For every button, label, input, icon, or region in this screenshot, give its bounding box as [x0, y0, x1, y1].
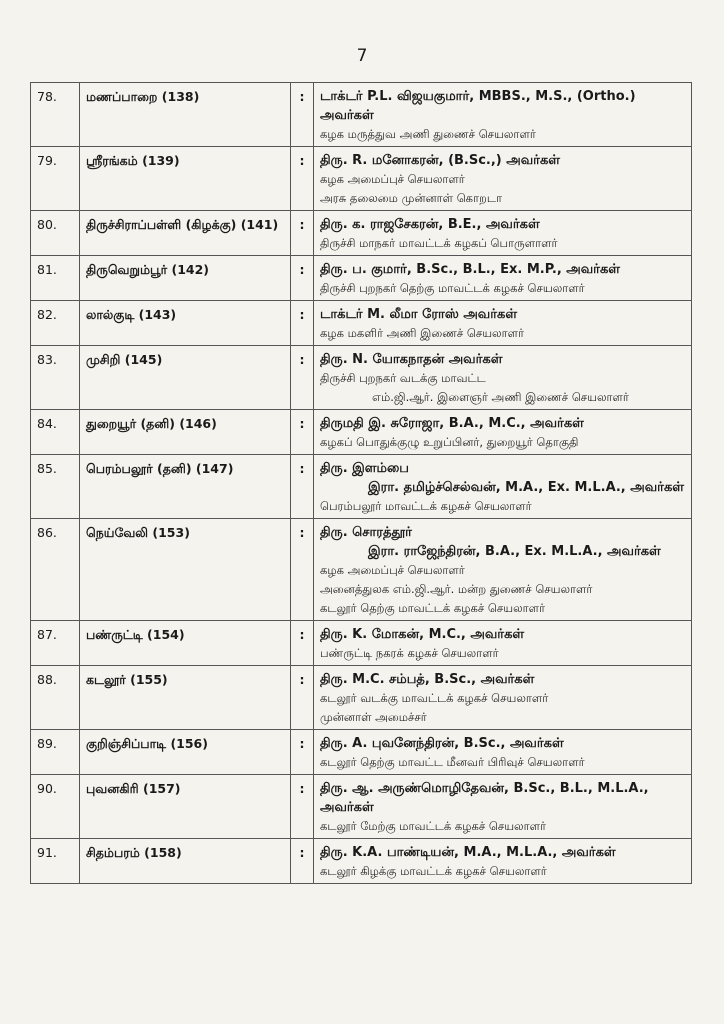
party-position: கடலூர் கிழக்கு மாவட்டக் கழகச் செயலாளர் [320, 864, 547, 878]
candidate-name: திருமதி இ. சுரோஜா, B.A., M.C., அவர்கள் [320, 416, 584, 431]
party-position: கழக அமைப்புச் செயலாளர் [320, 172, 465, 186]
separator-colon: : [291, 666, 314, 730]
constituency-name: லால்குடி (143) [80, 301, 291, 346]
constituency-name: ஸ்ரீரங்கம் (139) [80, 147, 291, 211]
separator-colon: : [291, 410, 314, 455]
table-row [31, 410, 692, 455]
serial-number: 87. [31, 621, 80, 666]
table-row [31, 775, 692, 839]
serial-number: 79. [31, 147, 80, 211]
separator-colon: : [291, 301, 314, 346]
candidate-name: திரு. இளம்பை [320, 461, 409, 476]
candidate-details [314, 410, 692, 455]
page-number: 7 [356, 46, 368, 66]
candidate-name: திரு. K.A. பாண்டியன், M.A., M.L.A., அவர்கள் [320, 845, 616, 860]
constituency-name: திருச்சிராப்பள்ளி (கிழக்கு) (141) [80, 211, 291, 256]
candidate-name: திரு. சொரத்தூர் [320, 525, 412, 540]
serial-number: 83. [31, 346, 80, 410]
party-position: திருச்சி மாநகர் மாவட்டக் கழகப் பொருளாளர் [320, 236, 558, 250]
constituency-name: மணப்பாறை (138) [80, 83, 291, 147]
party-position: கழக மருத்துவ அணி துணைச் செயலாளர் [320, 127, 536, 141]
party-position: கடலூர் மேற்கு மாவட்டக் கழகச் செயலாளர் [320, 819, 546, 833]
separator-colon: : [291, 730, 314, 775]
constituency-name: முசிறி (145) [80, 346, 291, 410]
candidate-details [314, 301, 692, 346]
candidate-details [314, 83, 692, 147]
party-position: கழகப் பொதுக்குழு உறுப்பினர், துறையூர் தொகுதி [320, 435, 579, 449]
candidate-name: திரு. ப. குமார், B.Sc., B.L., Ex. M.P., அவர்கள் [320, 262, 621, 277]
separator-colon: : [291, 256, 314, 301]
party-position: கடலூர் தெற்கு மாவட்டக் கழகச் செயலாளர் [320, 601, 546, 615]
separator-colon: : [291, 621, 314, 666]
table-row [31, 839, 692, 884]
candidate-details [314, 346, 692, 410]
candidate-name-continued: இரா. ராஜேந்திரன், B.A., Ex. M.L.A., அவர்கள் [368, 544, 661, 559]
table-row [31, 666, 692, 730]
serial-number: 90. [31, 775, 80, 839]
candidate-name: டாக்டர் M. லீமா ரோஸ் அவர்கள் [320, 307, 518, 322]
candidate-details [314, 839, 692, 884]
party-position: கடலூர் வடக்கு மாவட்டக் கழகச் செயலாளர் [320, 691, 549, 705]
constituency-name: சிதம்பரம் (158) [80, 839, 291, 884]
constituency-name: கடலூர் (155) [80, 666, 291, 730]
constituency-name: புவனகிரி (157) [80, 775, 291, 839]
table-row [31, 211, 692, 256]
party-position: பண்ருட்டி நகரக் கழகச் செயலாளர் [320, 646, 499, 660]
table-row [31, 256, 692, 301]
candidate-table [30, 82, 692, 884]
table-row [31, 455, 692, 519]
candidate-name: திரு. A. புவனேந்திரன், B.Sc., அவர்கள் [320, 736, 564, 751]
serial-number: 84. [31, 410, 80, 455]
party-position: அனைத்துலக எம்.ஜி.ஆர். மன்ற துணைச் செயலாளர் [320, 582, 593, 596]
candidate-details [314, 211, 692, 256]
candidate-name: திரு. N. யோகநாதன் அவர்கள் [320, 352, 503, 367]
candidate-details [314, 455, 692, 519]
candidate-name-continued: இரா. தமிழ்ச்செல்வன், M.A., Ex. M.L.A., அவர்கள் [368, 480, 684, 495]
separator-colon: : [291, 519, 314, 621]
candidate-details [314, 519, 692, 621]
table-row [31, 519, 692, 621]
serial-number: 78. [31, 83, 80, 147]
candidate-name: திரு. K. மோகன், M.C., அவர்கள் [320, 627, 525, 642]
table-row [31, 346, 692, 410]
separator-colon: : [291, 346, 314, 410]
candidate-details [314, 147, 692, 211]
constituency-name: நெய்வேலி (153) [80, 519, 291, 621]
candidate-name: திரு. ஆ. அருண்மொழிதேவன், B.Sc., B.L., M.L.A., அவர்கள் [320, 781, 649, 815]
candidate-name: திரு. R. மனோகரன், (B.Sc.,) அவர்கள் [320, 153, 560, 168]
constituency-name: குறிஞ்சிப்பாடி (156) [80, 730, 291, 775]
party-position: கழக அமைப்புச் செயலாளர் [320, 563, 465, 577]
table-row [31, 147, 692, 211]
table-row [31, 83, 692, 147]
table-row [31, 621, 692, 666]
constituency-name: பண்ருட்டி (154) [80, 621, 291, 666]
separator-colon: : [291, 83, 314, 147]
separator-colon: : [291, 455, 314, 519]
candidate-details [314, 621, 692, 666]
separator-colon: : [291, 147, 314, 211]
candidate-details [314, 730, 692, 775]
serial-number: 89. [31, 730, 80, 775]
party-position: அரசு தலைமை முன்னாள் கொறடா [320, 191, 503, 205]
candidate-details [314, 666, 692, 730]
party-position: கடலூர் தெற்கு மாவட்ட மீனவர் பிரிவுச் செயலாளர் [320, 755, 585, 769]
serial-number: 88. [31, 666, 80, 730]
party-position: பெரம்பலூர் மாவட்டக் கழகச் செயலாளர் [320, 499, 532, 513]
serial-number: 81. [31, 256, 80, 301]
serial-number: 86. [31, 519, 80, 621]
table-row [31, 301, 692, 346]
serial-number: 85. [31, 455, 80, 519]
constituency-name: திருவெறும்பூர் (142) [80, 256, 291, 301]
serial-number: 91. [31, 839, 80, 884]
separator-colon: : [291, 775, 314, 839]
constituency-name: பெரம்பலூர் (தனி) (147) [80, 455, 291, 519]
constituency-name: துறையூர் (தனி) (146) [80, 410, 291, 455]
separator-colon: : [291, 211, 314, 256]
candidate-name: திரு. க. ராஜசேகரன், B.E., அவர்கள் [320, 217, 540, 232]
separator-colon: : [291, 839, 314, 884]
party-position: முன்னாள் அமைச்சர் [320, 710, 427, 724]
serial-number: 82. [31, 301, 80, 346]
candidate-name: டாக்டர் P.L. விஜயகுமார், MBBS., M.S., (Ortho.) அவர்கள் [320, 89, 636, 123]
party-position: எம்.ஜி.ஆர். இளைஞர் அணி இணைச் செயலாளர் [372, 390, 629, 404]
candidate-name: திரு. M.C. சம்பத், B.Sc., அவர்கள் [320, 672, 535, 687]
serial-number: 80. [31, 211, 80, 256]
candidate-details [314, 775, 692, 839]
table-row [31, 730, 692, 775]
party-position: திருச்சி புறநகர் வடக்கு மாவட்ட [320, 371, 486, 385]
party-position: கழக மகளிர் அணி இணைச் செயலாளர் [320, 326, 524, 340]
party-position: திருச்சி புறநகர் தெற்கு மாவட்டக் கழகச் செயலாளர் [320, 281, 585, 295]
candidate-details [314, 256, 692, 301]
